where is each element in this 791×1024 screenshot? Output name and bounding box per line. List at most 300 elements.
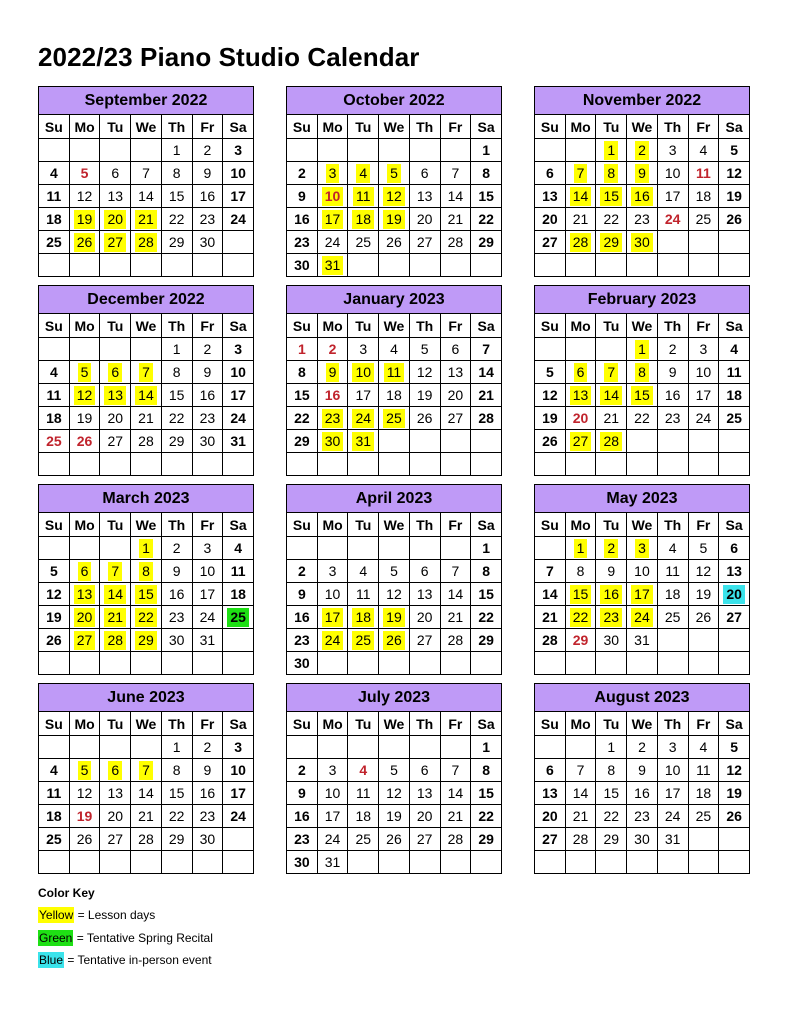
month-header-january-2023: January 2023 (287, 286, 502, 314)
day-cell (379, 828, 410, 851)
weekday-label: Sa (719, 513, 750, 537)
weekday-label: Sa (471, 314, 502, 338)
day-number: 4 (668, 540, 677, 556)
day-cell (192, 384, 223, 407)
day-number: 7 (604, 363, 618, 382)
month-calendar (286, 86, 502, 277)
day-cell (100, 338, 131, 361)
day-number: 3 (328, 563, 337, 579)
day-number: 12 (46, 586, 62, 602)
day-cell (565, 453, 596, 476)
day-number: 18 (386, 387, 402, 403)
day-number: 18 (664, 586, 681, 602)
week-row (287, 537, 502, 560)
day-cell (657, 851, 688, 874)
weekday-label: Fr (688, 115, 719, 139)
day-cell (223, 629, 254, 652)
day-cell (348, 139, 379, 162)
day-number: 19 (383, 210, 405, 229)
weekday-label: Mo (565, 712, 596, 736)
day-cell (688, 805, 719, 828)
day-cell (627, 759, 658, 782)
day-number: 25 (227, 608, 249, 627)
weekday-label: Fr (440, 513, 471, 537)
day-number: 18 (726, 387, 742, 403)
day-number: 10 (230, 165, 246, 181)
day-cell (596, 583, 627, 606)
day-cell (471, 537, 502, 560)
day-cell (379, 629, 410, 652)
weekday-label: Tu (348, 115, 379, 139)
day-number: 29 (168, 234, 185, 250)
week-row (535, 208, 750, 231)
day-cell (39, 254, 70, 277)
day-number: 19 (416, 387, 433, 403)
day-cell (688, 851, 719, 874)
day-number: 15 (478, 785, 494, 801)
day-cell (348, 828, 379, 851)
day-number: 7 (142, 165, 150, 181)
day-cell (471, 736, 502, 759)
day-cell (719, 782, 750, 805)
day-number: 8 (576, 563, 585, 579)
day-number: 18 (355, 808, 372, 824)
day-number: 16 (294, 808, 310, 824)
day-cell (192, 430, 223, 453)
day-number: 20 (572, 410, 589, 426)
day-cell (100, 851, 131, 874)
day-number: 18 (352, 210, 374, 229)
weekday-label: Sa (471, 712, 502, 736)
day-cell (719, 736, 750, 759)
day-number: 25 (46, 433, 62, 449)
week-row (287, 208, 502, 231)
day-cell (348, 606, 379, 629)
week-row (287, 759, 502, 782)
day-cell (161, 361, 192, 384)
day-cell (317, 231, 348, 254)
day-number: 14 (542, 586, 558, 602)
day-number: 29 (168, 433, 185, 449)
day-number: 14 (104, 585, 126, 604)
day-number: 12 (726, 762, 742, 778)
day-cell (100, 736, 131, 759)
day-number: 5 (78, 363, 92, 382)
day-number: 14 (570, 187, 592, 206)
day-number: 26 (46, 632, 62, 648)
day-number: 22 (168, 410, 185, 426)
day-cell (379, 851, 410, 874)
week-row (287, 254, 502, 277)
weekday-label: Su (535, 513, 566, 537)
blue-swatch: Blue (39, 953, 64, 967)
week-row (39, 805, 254, 828)
weekday-label: Mo (317, 712, 348, 736)
day-cell (39, 736, 70, 759)
week-row (39, 338, 254, 361)
color-key-yellow (38, 909, 155, 921)
day-cell (565, 759, 596, 782)
day-cell (409, 652, 440, 675)
day-cell (440, 384, 471, 407)
day-number: 25 (352, 631, 374, 650)
day-number: 1 (297, 341, 306, 357)
day-number: 28 (138, 433, 154, 449)
day-number: 31 (230, 433, 246, 449)
day-number: 3 (328, 762, 337, 778)
day-cell (287, 736, 318, 759)
day-number: 7 (451, 165, 460, 181)
day-cell (627, 782, 658, 805)
day-cell (719, 162, 750, 185)
day-cell (688, 407, 719, 430)
month-calendar (534, 86, 750, 277)
day-cell (192, 606, 223, 629)
day-number: 6 (78, 562, 92, 581)
day-number: 16 (631, 187, 653, 206)
day-cell (317, 759, 348, 782)
day-number: 1 (172, 341, 181, 357)
day-number: 28 (135, 233, 157, 252)
week-row (39, 453, 254, 476)
day-number: 3 (699, 341, 708, 357)
day-number: 26 (76, 831, 93, 847)
day-number: 16 (324, 387, 341, 403)
weekday-label: Sa (223, 712, 254, 736)
day-cell (409, 453, 440, 476)
day-cell (131, 384, 162, 407)
weekday-label: Tu (100, 115, 131, 139)
day-number: 19 (542, 410, 558, 426)
day-number: 4 (49, 165, 58, 181)
day-number: 11 (355, 586, 371, 602)
weekday-label: Fr (688, 712, 719, 736)
day-number: 23 (634, 808, 650, 824)
day-number: 2 (297, 762, 306, 778)
day-cell (719, 828, 750, 851)
day-number: 15 (168, 387, 185, 403)
day-cell (131, 828, 162, 851)
day-cell (440, 828, 471, 851)
day-number: 24 (230, 211, 246, 227)
day-number: 17 (230, 387, 246, 403)
day-cell (565, 652, 596, 675)
day-cell (627, 652, 658, 675)
month-calendar (286, 484, 502, 675)
day-cell (719, 139, 750, 162)
day-number: 17 (199, 586, 216, 602)
day-cell (287, 583, 318, 606)
day-cell (161, 736, 192, 759)
color-key-title: Color Key (38, 886, 95, 900)
day-cell (223, 231, 254, 254)
day-cell (317, 185, 348, 208)
day-number: 21 (542, 609, 558, 625)
day-cell (688, 162, 719, 185)
day-cell (535, 407, 566, 430)
day-number: 20 (723, 585, 745, 604)
day-cell (471, 384, 502, 407)
day-cell (657, 805, 688, 828)
day-cell (192, 338, 223, 361)
day-cell (471, 208, 502, 231)
day-number: 1 (482, 142, 490, 158)
day-cell (440, 851, 471, 874)
day-number: 3 (635, 539, 649, 558)
day-cell (161, 453, 192, 476)
day-number: 18 (695, 188, 712, 204)
day-number: 10 (664, 762, 681, 778)
day-number: 7 (108, 562, 122, 581)
day-number: 20 (104, 210, 126, 229)
day-cell (565, 407, 596, 430)
day-number: 22 (135, 608, 157, 627)
week-row (287, 560, 502, 583)
month-calendar (534, 285, 750, 476)
day-number: 11 (695, 165, 711, 181)
weekday-label: We (131, 712, 162, 736)
day-cell (348, 805, 379, 828)
day-number: 14 (135, 386, 157, 405)
month-header-march-2023: March 2023 (39, 485, 254, 513)
day-cell (161, 782, 192, 805)
day-cell (627, 231, 658, 254)
day-cell (440, 560, 471, 583)
day-cell (192, 162, 223, 185)
day-cell (657, 782, 688, 805)
day-number: 10 (695, 364, 712, 380)
green-swatch: Green (39, 931, 73, 945)
day-number: 11 (46, 188, 62, 204)
day-number: 11 (230, 563, 246, 579)
month-header-july-2023: July 2023 (287, 684, 502, 712)
day-cell (69, 231, 100, 254)
day-cell (719, 254, 750, 277)
day-cell (409, 828, 440, 851)
day-cell (161, 652, 192, 675)
day-cell (100, 759, 131, 782)
week-row (287, 782, 502, 805)
day-number: 5 (730, 142, 738, 158)
day-number: 29 (478, 632, 494, 648)
weekday-label: Sa (719, 115, 750, 139)
day-number: 23 (322, 409, 344, 428)
week-row (39, 162, 254, 185)
day-cell (287, 560, 318, 583)
day-cell (657, 606, 688, 629)
day-cell (565, 231, 596, 254)
day-cell (317, 583, 348, 606)
day-number: 29 (168, 831, 185, 847)
day-number: 9 (635, 164, 649, 183)
day-cell (161, 606, 192, 629)
day-number: 17 (230, 188, 246, 204)
day-cell (688, 361, 719, 384)
day-number: 10 (230, 364, 246, 380)
day-cell (657, 537, 688, 560)
day-number: 26 (542, 433, 558, 449)
day-cell (719, 759, 750, 782)
week-row (39, 407, 254, 430)
day-number: 24 (230, 410, 246, 426)
weekday-label: Mo (69, 115, 100, 139)
day-cell (688, 185, 719, 208)
day-cell (100, 430, 131, 453)
day-cell (317, 560, 348, 583)
day-number: 6 (545, 762, 554, 778)
month-header-december-2022: December 2022 (39, 286, 254, 314)
day-number: 27 (542, 234, 558, 250)
day-cell (69, 139, 100, 162)
day-number: 25 (355, 234, 372, 250)
day-number: 25 (726, 410, 742, 426)
day-number: 18 (230, 586, 246, 602)
day-number: 28 (572, 831, 589, 847)
weekday-label: Sa (719, 314, 750, 338)
month-header-february-2023: February 2023 (535, 286, 750, 314)
day-number: 24 (695, 410, 712, 426)
day-cell (409, 208, 440, 231)
day-number: 11 (46, 785, 62, 801)
yellow-swatch: Yellow (39, 908, 74, 922)
day-number: 17 (631, 585, 653, 604)
day-number: 23 (199, 211, 216, 227)
day-number: 4 (49, 364, 58, 380)
weekday-label: Fr (688, 513, 719, 537)
day-cell (100, 407, 131, 430)
day-cell (409, 851, 440, 874)
day-number: 14 (447, 586, 464, 602)
weekday-label: We (627, 712, 658, 736)
day-number: 20 (416, 211, 433, 227)
day-cell (657, 208, 688, 231)
day-cell (535, 629, 566, 652)
day-cell (565, 430, 596, 453)
day-cell (596, 606, 627, 629)
day-number: 13 (104, 386, 126, 405)
day-number: 30 (631, 233, 653, 252)
day-cell (39, 606, 70, 629)
day-cell (627, 407, 658, 430)
day-number: 16 (600, 585, 622, 604)
day-cell (379, 759, 410, 782)
day-cell (440, 736, 471, 759)
week-row (39, 583, 254, 606)
day-cell (688, 208, 719, 231)
day-number: 29 (572, 632, 589, 648)
weekday-label: Th (161, 314, 192, 338)
day-number: 5 (545, 364, 554, 380)
day-cell (317, 162, 348, 185)
day-cell (627, 629, 658, 652)
day-number: 9 (607, 563, 616, 579)
day-cell (719, 430, 750, 453)
day-cell (627, 453, 658, 476)
day-number: 19 (76, 808, 93, 824)
day-cell (627, 537, 658, 560)
day-cell (627, 851, 658, 874)
day-cell (161, 139, 192, 162)
day-number: 24 (664, 211, 681, 227)
weekday-label: Sa (471, 513, 502, 537)
day-cell (409, 560, 440, 583)
day-cell (657, 254, 688, 277)
day-cell (100, 583, 131, 606)
day-number: 27 (726, 609, 742, 625)
day-cell (409, 338, 440, 361)
day-cell (719, 453, 750, 476)
weekday-label: Th (657, 314, 688, 338)
day-cell (535, 782, 566, 805)
day-cell (719, 407, 750, 430)
day-cell (565, 828, 596, 851)
day-cell (69, 736, 100, 759)
day-cell (131, 652, 162, 675)
day-cell (688, 782, 719, 805)
day-cell (287, 338, 318, 361)
day-number: 23 (294, 632, 310, 648)
day-number: 15 (168, 188, 185, 204)
day-cell (317, 851, 348, 874)
day-cell (223, 782, 254, 805)
day-cell (131, 231, 162, 254)
day-number: 27 (570, 432, 592, 451)
day-number: 20 (416, 609, 433, 625)
day-cell (223, 384, 254, 407)
day-number: 27 (104, 233, 126, 252)
day-number: 12 (542, 387, 558, 403)
day-number: 20 (107, 808, 124, 824)
day-number: 20 (416, 808, 433, 824)
day-cell (161, 208, 192, 231)
day-number: 23 (199, 808, 216, 824)
day-cell (192, 759, 223, 782)
day-cell (440, 606, 471, 629)
weekday-label: Fr (440, 115, 471, 139)
day-cell (719, 805, 750, 828)
weekday-label: Th (409, 712, 440, 736)
week-row (287, 407, 502, 430)
day-number: 7 (574, 164, 588, 183)
day-cell (535, 652, 566, 675)
day-cell (287, 652, 318, 675)
day-number: 26 (726, 211, 742, 227)
weekday-label: Mo (317, 314, 348, 338)
day-number: 4 (699, 142, 708, 158)
day-number: 31 (322, 256, 344, 275)
day-number: 7 (451, 563, 460, 579)
weekday-label: Su (287, 513, 318, 537)
day-cell (100, 384, 131, 407)
weekday-label: Fr (440, 314, 471, 338)
day-cell (100, 606, 131, 629)
day-number: 26 (76, 433, 93, 449)
day-cell (471, 583, 502, 606)
day-cell (131, 338, 162, 361)
day-cell (688, 384, 719, 407)
week-row (535, 254, 750, 277)
day-number: 15 (600, 187, 622, 206)
day-cell (161, 583, 192, 606)
day-cell (287, 782, 318, 805)
day-cell (348, 338, 379, 361)
day-number: 30 (294, 854, 310, 870)
weekday-label: Th (161, 712, 192, 736)
day-cell (69, 384, 100, 407)
day-cell (69, 805, 100, 828)
week-row (39, 736, 254, 759)
day-cell (657, 583, 688, 606)
